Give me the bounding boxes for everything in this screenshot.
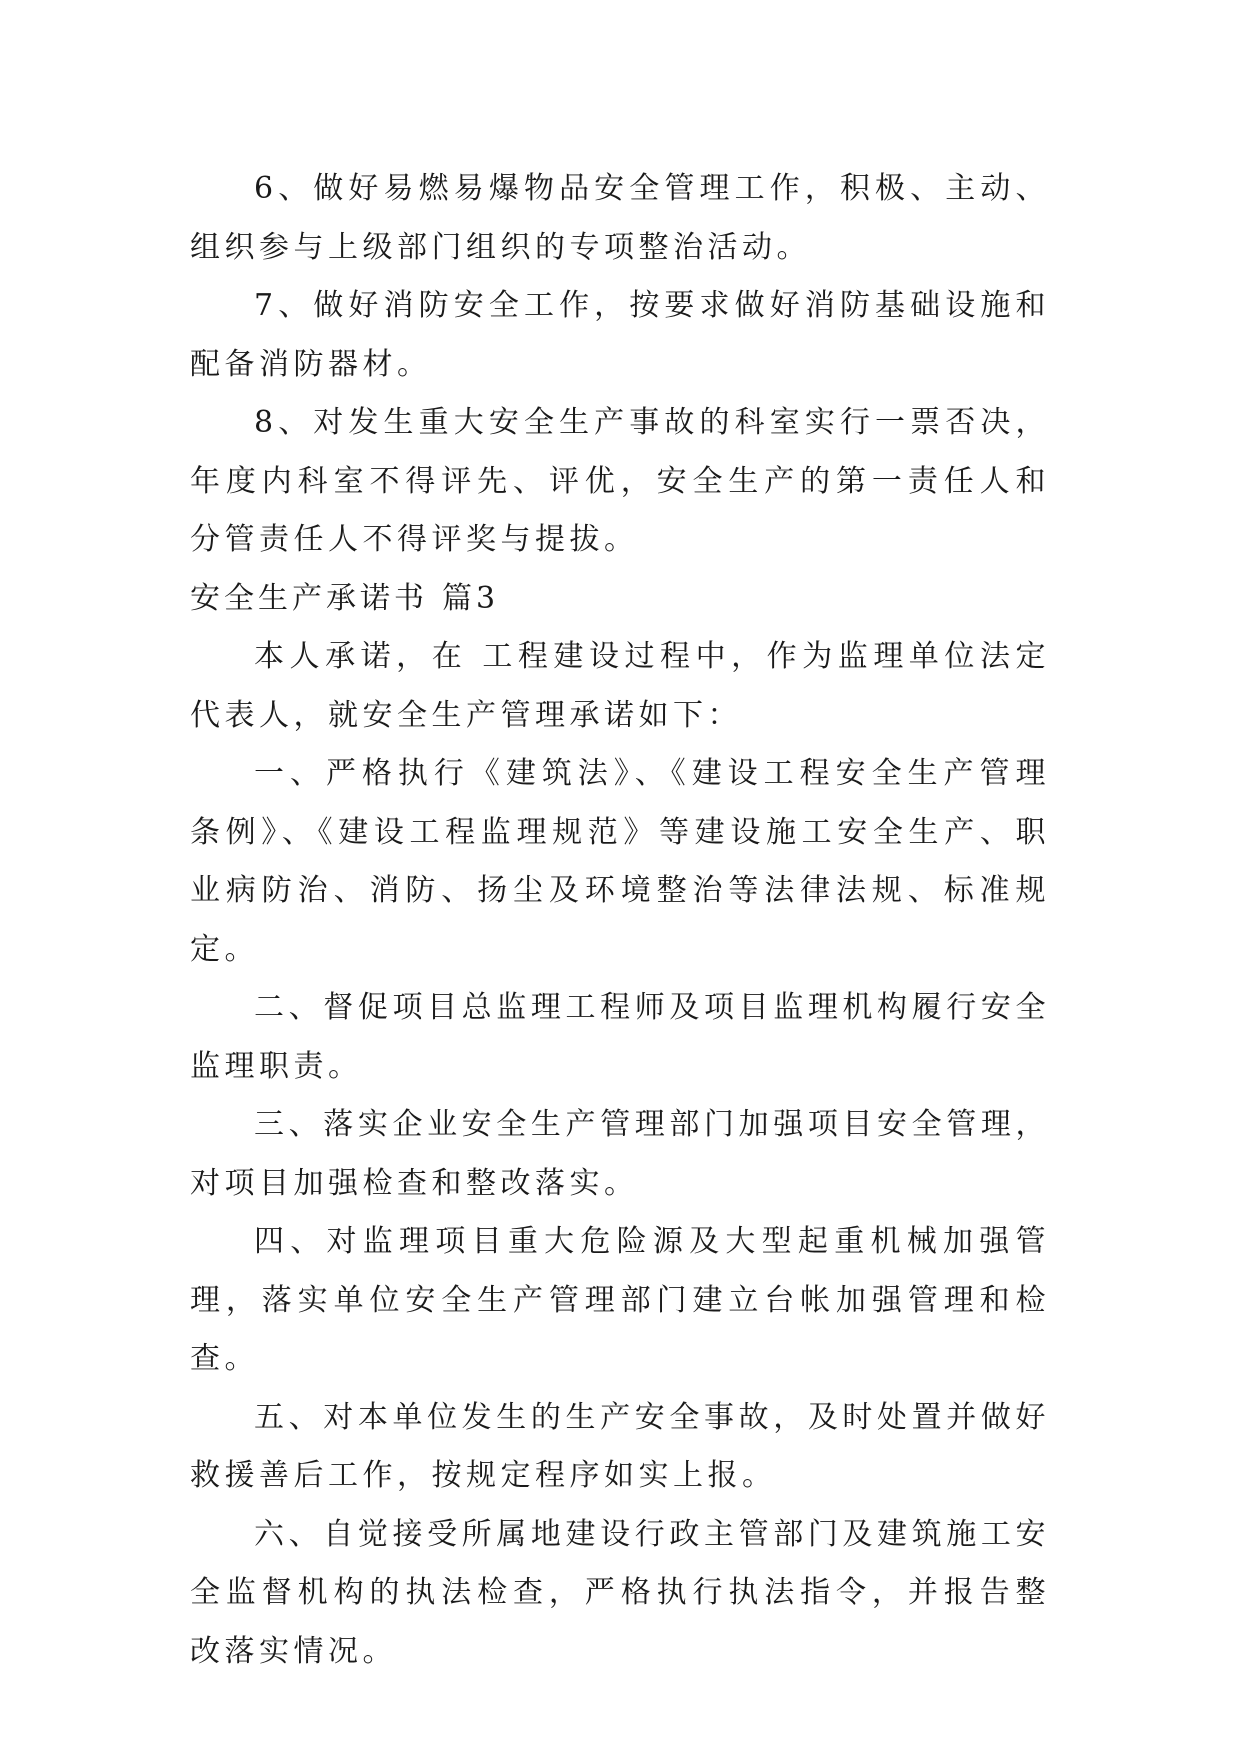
commitment-item-5: 五、对本单位发生的生产安全事故，及时处置并做好救援善后工作，按规定程序如实上报。 bbox=[190, 1399, 1050, 1493]
paragraph-item-8: 8、对发生重大安全生产事故的科室实行一票否决，年度内科室不得评先、评优，安全生产的第一责任人和分管责任人不得评奖与提拔。 bbox=[190, 405, 1050, 557]
paragraph-item-6: 6、做好易燃易爆物品安全管理工作，积极、主动、组织参与上级部门组织的专项整治活动。 bbox=[190, 171, 1050, 265]
commitment-intro: 本人承诺，在 工程建设过程中，作为监理单位法定代表人，就安全生产管理承诺如下： bbox=[190, 639, 1050, 733]
commitment-item-6: 六、自觉接受所属地建设行政主管部门及建筑施工安全监督机构的执法检查，严格执行执法指令，并报告整改落实情况。 bbox=[190, 1516, 1050, 1669]
document-body bbox=[190, 160, 1050, 1681]
paragraph-item-7: 7、做好消防安全工作，按要求做好消防基础设施和配备消防器材。 bbox=[190, 288, 1050, 382]
commitment-item-3: 三、落实企业安全生产管理部门加强项目安全管理，对项目加强检查和整改落实。 bbox=[190, 1107, 1050, 1201]
section-heading bbox=[190, 570, 1050, 629]
section-title: 安全生产承诺书 bbox=[190, 580, 428, 616]
commitment-item-1: 一、严格执行《建筑法》、《建设工程安全生产管理条例》、《建设工程监理规范》等建设施工安全生产、职业病防治、消防、扬尘及环境整治等法律法规、标准规定。 bbox=[190, 756, 1050, 967]
commitment-item-4: 四、对监理项目重大危险源及大型起重机械加强管理，落实单位安全生产管理部门建立台帐加强管理和检查。 bbox=[190, 1224, 1050, 1376]
commitment-item-2: 二、督促项目总监理工程师及项目监理机构履行安全监理职责。 bbox=[190, 990, 1050, 1084]
section-part-label: 篇3 bbox=[442, 580, 500, 616]
